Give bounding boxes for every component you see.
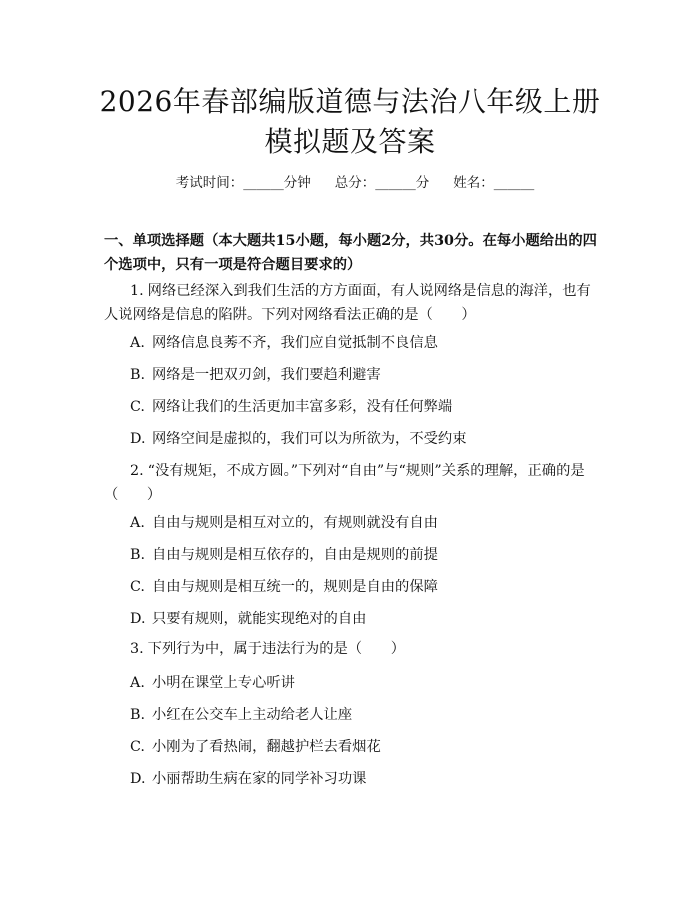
option-letter: D. [130, 431, 146, 447]
option-text: 网络信息良莠不齐，我们应自觉抵制不良信息 [152, 335, 438, 351]
option-text: 小丽帮助生病在家的同学补习功课 [152, 771, 367, 787]
option-text: 自由与规则是相互对立的，有规则就没有自由 [152, 515, 438, 531]
option-letter: B. [130, 547, 146, 563]
question-3-stem [104, 637, 604, 661]
question-text: 下列行为中，属于违法行为的是（ ） [147, 641, 405, 657]
question-1-option-a [130, 333, 604, 353]
section-heading: 一、单项选择题（本大题共15小题，每小题2分，共30分。在每小题给出的四个选项中，只有一项是符合题目要求的） [104, 233, 597, 273]
option-text: 自由与规则是相互依存的，自由是规则的前提 [152, 547, 438, 563]
option-letter: C. [130, 579, 145, 595]
option-text: 小红在公交车上主动给老人让座 [152, 707, 353, 723]
question-2-option-d [130, 609, 604, 629]
option-text: 小明在课堂上专心听讲 [152, 675, 295, 691]
total-score-field: 总分：______分 [334, 175, 430, 191]
question-2-option-b [130, 545, 604, 565]
option-letter: A. [130, 335, 145, 351]
question-3-option-c [130, 737, 604, 757]
option-letter: C. [130, 739, 145, 755]
question-text: 网络已经深入到我们生活的方方面面，有人说网络是信息的海洋，也有人说网络是信息的陷阱。下列对网络看法正确的是（ ） [104, 283, 591, 323]
option-text: 小刚为了看热闹，翻越护栏去看烟花 [152, 739, 381, 755]
student-name-field: 姓名：______ [453, 175, 535, 191]
page-title: 2026年春部编版道德与法治八年级上册模拟题及答案 [99, 85, 601, 158]
option-letter: D. [130, 771, 146, 787]
option-text: 只要有规则，就能实现绝对的自由 [152, 611, 367, 627]
option-letter: D. [130, 611, 146, 627]
question-number: 1. [130, 283, 144, 299]
question-1-stem [104, 279, 604, 327]
exam-time-field: 考试时间：______分钟 [175, 175, 311, 191]
option-text: 自由与规则是相互统一的，规则是自由的保障 [152, 579, 438, 595]
question-3-option-a [130, 673, 604, 693]
exam-info-line [160, 171, 550, 191]
question-text: “没有规矩，不成方圆。”下列对“自由”与“规则”关系的理解，正确的是（ ） [104, 463, 585, 503]
option-text: 网络是一把双刃剑，我们要趋利避害 [152, 367, 381, 383]
question-2-option-a [130, 513, 604, 533]
question-2-stem [104, 459, 604, 507]
option-text: 网络空间是虚拟的，我们可以为所欲为，不受约束 [152, 431, 467, 447]
option-letter: A. [130, 515, 145, 531]
option-text: 网络让我们的生活更加丰富多彩，没有任何弊端 [152, 399, 453, 415]
option-letter: B. [130, 707, 146, 723]
question-1-option-b [130, 365, 604, 385]
question-1-option-c [130, 397, 604, 417]
question-3-option-d [130, 769, 604, 789]
question-1-option-d [130, 429, 604, 449]
option-letter: B. [130, 367, 146, 383]
option-letter: A. [130, 675, 145, 691]
question-2-option-c [130, 577, 604, 597]
question-number: 2. [130, 463, 144, 479]
question-number: 3. [130, 641, 144, 657]
option-letter: C. [130, 399, 145, 415]
question-3-option-b [130, 705, 604, 725]
